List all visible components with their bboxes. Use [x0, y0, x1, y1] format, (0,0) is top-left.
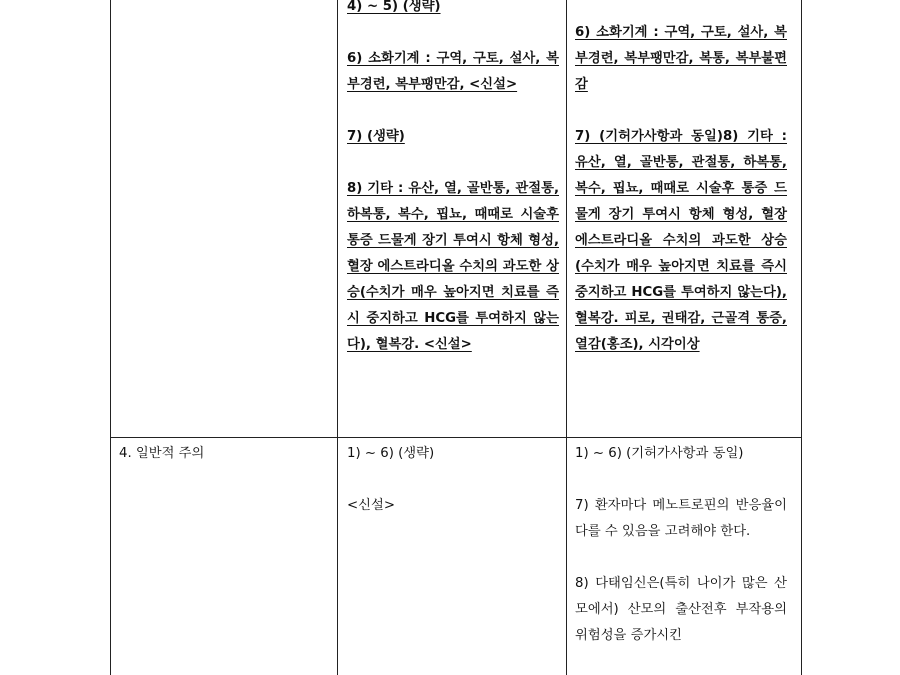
revised-lower-item-7: 7) 환자마다 메노트로핀의 반응율이 다를 수 있음을 고려해야 한다.: [575, 498, 787, 539]
column-divider-2: [566, 0, 567, 675]
existing-item-8: 8) 기타 : 유산, 열, 골반통, 관절통, 하복통, 복수, 핍뇨, 때때로 시술후 통증 드물게 장기 투여시 항체 형성, 혈장 에스트라디올 수치의 과도한 상승(수치가 매우 높아지면 치료를 즉시 중지하고 HCG를 투여하지 않는다), 혈복강. <신설>: [347, 181, 559, 352]
column-divider-1: [337, 0, 338, 675]
lower-existing-cell: [347, 441, 559, 519]
section-label: 4. 일반적 주의: [119, 446, 205, 461]
existing-item-7: 7) (생략): [347, 129, 405, 144]
existing-new-marker: <신설>: [347, 498, 395, 513]
revised-item-7-8: 7) (기허가사항과 동일)8) 기타 : 유산, 열, 골반통, 관절통, 하복통, 복수, 핍뇨, 때때로 시술후 통증 드물게 장기 투여시 항체 형성, 혈장 에스트라디올 수치의 과도한 상승(수치가 매우 높아지면 치료를 즉시 중지하고 HCG를 투여하지 않는다), 혈복강. 피로, 권태감, 근골격 통증, 열감(홍조), 시각이상: [575, 129, 787, 352]
existing-item-1-6: 1) ~ 6) (생략): [347, 446, 435, 461]
comparison-table: [110, 0, 802, 675]
row-divider: [111, 437, 801, 438]
lower-revised-cell: [575, 441, 787, 649]
revised-lower-item-1-6: 1) ~ 6) (기허가사항과 동일): [575, 446, 744, 461]
upper-existing-cell: [347, 0, 559, 358]
existing-line-4-5: 4) ~ 5) (생략): [347, 0, 441, 14]
section-label-cell: [119, 441, 329, 467]
revised-item-6: 6) 소화기계 : 구역, 구토, 설사, 복부경련, 복부팽만감, 복통, 복부불편감: [575, 25, 787, 92]
revised-lower-item-8: 8) 다태임신은(특히 나이가 많은 산모에서) 산모의 출산전후 부작용의 위험성을 증가시킨: [575, 576, 787, 643]
upper-revised-cell: [575, 20, 787, 358]
existing-item-6: 6) 소화기계 : 구역, 구토, 설사, 복부경련, 복부팽만감, <신설>: [347, 51, 559, 92]
